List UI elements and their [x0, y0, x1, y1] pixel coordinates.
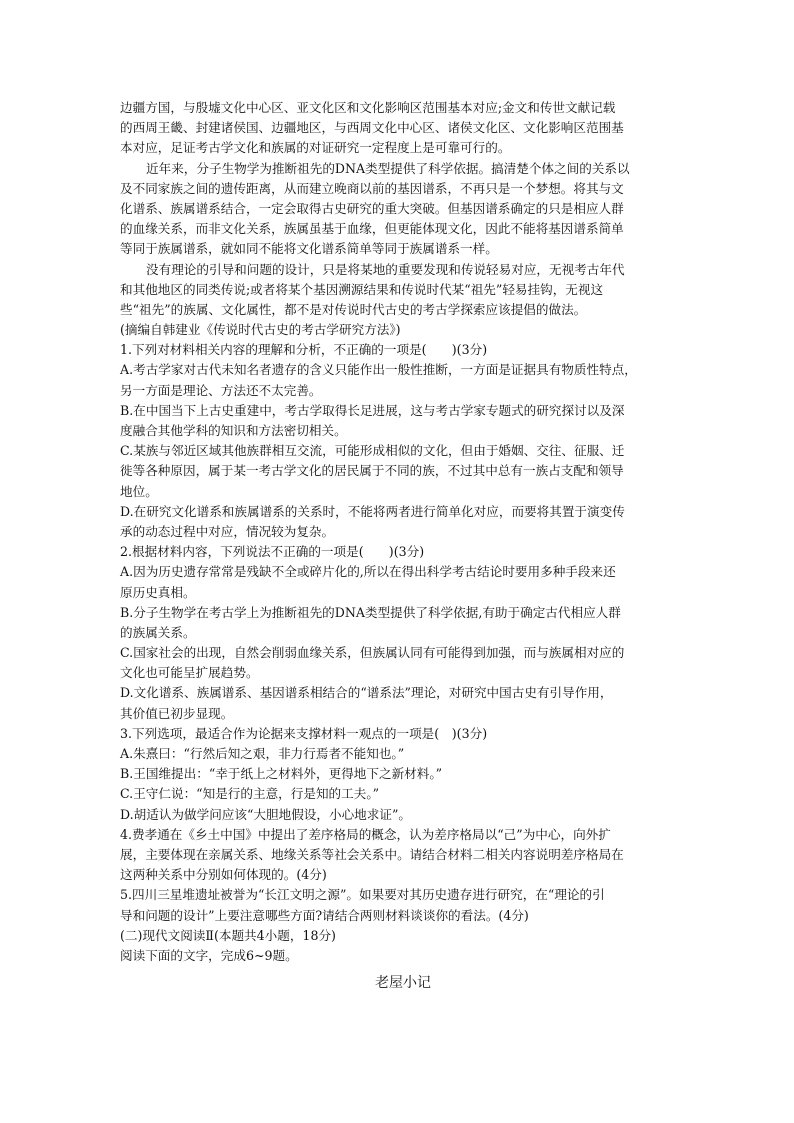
text-line: 徙等各种原因，属于某一考古学文化的居民属于不同的族，不过其中总有一族占支配和领导	[120, 463, 624, 479]
text-line: C.某族与邻近区域其他族群相互交流，可能形成相似的文化，但由于婚姻、交往、征服、迁	[120, 443, 625, 459]
text-line: 等同于族属谱系，就如同不能将文化谱系简单等同于族属谱系一样。	[120, 241, 498, 257]
text-line: 度融合其他学科的知识和方法密切相关。	[120, 423, 347, 438]
document-body	[120, 98, 686, 994]
text-line: C.王守仁说：“知是行的主意，行是知的工夫。”	[120, 786, 380, 802]
text-line: 5.四川三星堆遗址被誉为“长江文明之源”。如果要对其历史遗存进行研究，在“理论的引	[120, 887, 605, 903]
text-line: 其价值已初步显现。	[120, 705, 234, 721]
text-line: 和其他地区的同类传说;或者将某个基因溯源结果和传说时代某“祖先”轻易挂钩，无视这	[120, 281, 604, 297]
text-line: 导和问题的设计”上要注意哪些方面?请结合两则材料谈谈你的看法。(4分)	[120, 907, 529, 923]
text-line: 另一方面是理论、方法还不太完善。	[120, 382, 322, 398]
text-line: 3.下列选项，最适合作为论据来支撑材料一观点的一项是( )(3分)	[120, 725, 488, 741]
text-line: 边疆方国，与殷墟文化中心区、亚文化区和文化影响区范围基本对应;金文和传世文献记载	[120, 100, 616, 115]
text-line: 文化也可能呈扩展趋势。	[120, 665, 259, 681]
text-line: 本对应，足证考古学文化和族属的对证研究一定程度上是可靠可行的。	[120, 140, 511, 156]
text-line: B.分子生物学在考古学上为推断祖先的DNA类型提供了科学依据,有助于确定古代相应人群	[120, 604, 621, 620]
text-line: A.因为历史遗存常常是残缺不全或碎片化的,所以在得出科学考古结论时要用多种手段来还	[120, 564, 616, 580]
text-line: A.考古学家对古代未知名者遗存的含义只能作出一般性推断，一方面是证据具有物质性特点，	[120, 362, 637, 378]
text-line: (摘编自韩建业《传说时代古史的考古学研究方法》)	[120, 322, 401, 338]
text-line: 的族属关系。	[120, 624, 196, 640]
text-line: D.在研究文化谱系和族属谱系的关系时，不能将两者进行简单化对应，而要将其置于演变传	[120, 503, 625, 519]
text-line: 1.下列对材料相关内容的理解和分析，不正确的一项是( )(3分)	[120, 342, 488, 358]
text-line: 近年来，分子生物学为推断祖先的DNA类型提供了科学依据。搞清楚个体之间的关系以	[146, 160, 630, 176]
text-line: B.王国维提出：“幸于纸上之材料外，更得地下之新材料。”	[120, 766, 443, 782]
text-line: 原历史真相。	[120, 584, 196, 600]
text-line: 承的动态过程中对应，情况较为复杂。	[120, 523, 335, 539]
text-line: 阅读下面的文字，完成6~9题。	[120, 947, 298, 963]
text-line: A.朱熹曰：“行然后知之艰，非力行焉者不能知也。”	[120, 746, 405, 761]
text-line: 地位。	[120, 483, 158, 499]
text-line: 的血缘关系，而非文化关系，族属虽基于血缘，但更能体现文化，因此不能将基因谱系简单	[120, 221, 624, 237]
text-line: D.胡适认为做学问应该“大胆地假设，小心地求证”。	[120, 806, 411, 822]
text-line: C.国家社会的出现，自然会削弱血缘关系，但族属认同有可能得到加强，而与族属相对应的	[120, 645, 625, 661]
text-line: 这两种关系中分别如何体现的。(4分)	[120, 867, 327, 883]
text-content	[120, 98, 686, 966]
text-line: 展，主要体现在亲属关系、地缘关系等社会关系中。请结合材料二相关内容说明差序格局在	[120, 846, 624, 862]
text-line: 2.根据材料内容，下列说法不正确的一项是( )(3分)	[120, 544, 425, 560]
text-line: 4.费孝通在《乡土中国》中提出了差序格局的概念，认为差序格局以“己”为中心，向外扩	[120, 826, 611, 842]
text-line: D.文化谱系、族属谱系、基因谱系相结合的“谱系法”理论，对研究中国古史有引导作用，	[120, 685, 613, 701]
text-line: 没有理论的引导和问题的设计，只是将某地的重要发现和传说轻易对应，无视考古年代	[146, 261, 625, 277]
text-line: B.在中国当下上古史重建中，考古学取得长足进展，这与考古学家专题式的研究探讨以及深	[120, 402, 625, 418]
article-title: 老屋小记	[375, 975, 431, 992]
text-line: 化谱系、族属谱系结合，一定会取得古史研究的重大突破。但基因谱系确定的只是相应人群	[120, 200, 624, 216]
text-line: 及不同家族之间的遗传距离，从而建立晚商以前的基因谱系，不再只是一个梦想。将其与文	[120, 180, 624, 196]
text-line: 些“祖先”的族属、文化属性，都不是对传说时代古史的考古学探索应该提倡的做法。	[120, 301, 587, 317]
text-line: (二)现代文阅读Ⅱ(本题共4小题，18分)	[120, 927, 336, 943]
text-line: 的西周王畿、封建诸侯国、边疆地区，与西周文化中心区、诸侯文化区、文化影响区范围基	[120, 120, 624, 136]
